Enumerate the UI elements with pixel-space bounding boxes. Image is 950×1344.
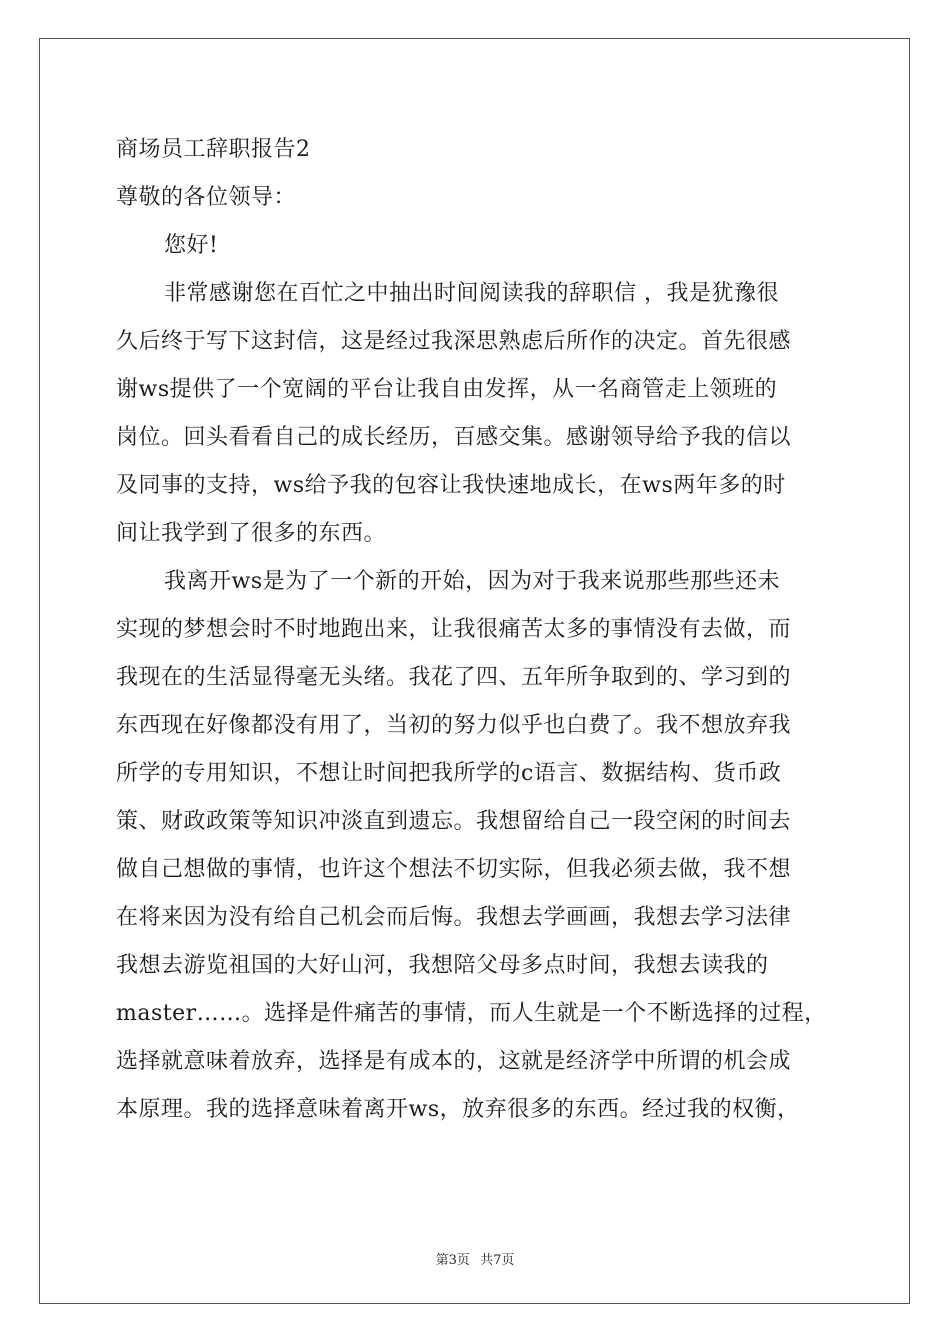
- paragraph-line: 我现在的生活显得毫无头绪。我花了四、五年所争取到的、学习到的: [116, 665, 792, 690]
- paragraph-line: 非常感谢您在百忙之中抽出时间阅读我的辞职信 ，我是犹豫很: [164, 281, 779, 306]
- paragraph-line: 做自己想做的事情，也许这个想法不切实际，但我必须去做，我不想: [116, 857, 792, 882]
- document-body: [116, 126, 836, 1134]
- paragraph-line: master……。选择是件痛苦的事情，而人生就是一个不断选择的过程，: [116, 1001, 827, 1026]
- paragraph-line: 岗位。回头看看自己的成长经历，百感交集。感谢领导给予我的信以: [116, 425, 792, 450]
- page-number: 第3页: [435, 1253, 470, 1268]
- paragraph-line: 谢ws提供了一个宽阔的平台让我自由发挥，从一名商管走上领班的: [116, 377, 778, 402]
- paragraph-line: 我离开ws是为了一个新的开始，因为对于我来说那些那些还未: [164, 569, 781, 594]
- document-title: 商场员工辞职报告2: [116, 137, 311, 162]
- paragraph-line: 所学的专用知识，不想让时间把我所学的c语言、数据结构、货币政: [116, 761, 782, 786]
- paragraph-line: 本原理。我的选择意味着离开ws，放弃很多的东西。经过我的权衡，: [116, 1097, 800, 1122]
- page-total: 共7页: [480, 1253, 515, 1268]
- paragraph-line: 间让我学到了很多的东西。: [116, 521, 387, 546]
- paragraph-2: [116, 558, 836, 1134]
- paragraph-line: 东西现在好像都没有用了，当初的努力似乎也白费了。我不想放弃我: [116, 713, 792, 738]
- paragraph-line: 及同事的支持，ws给予我的包容让我快速地成长，在ws两年多的时: [116, 473, 786, 498]
- salutation: 尊敬的各位领导：: [116, 185, 297, 210]
- paragraph-line: 久后终于写下这封信，这是经过我深思熟虑后所作的决定。首先很感: [116, 329, 792, 354]
- paragraph-line: 实现的梦想会时不时地跑出来，让我很痛苦太多的事情没有去做，而: [116, 617, 792, 642]
- page-footer: [0, 1249, 950, 1268]
- paragraph-1: [116, 270, 836, 558]
- paragraph-line: 我想去游览祖国的大好山河，我想陪父母多点时间，我想去读我的: [116, 953, 769, 978]
- paragraph-line: 策、财政政策等知识冲淡直到遗忘。我想留给自己一段空闲的时间去: [116, 809, 792, 834]
- greeting: 您好!: [164, 233, 219, 258]
- paragraph-line: 选择就意味着放弃，选择是有成本的，这就是经济学中所谓的机会成: [116, 1049, 792, 1074]
- paragraph-line: 在将来因为没有给自己机会而后悔。我想去学画画，我想去学习法律: [116, 905, 792, 930]
